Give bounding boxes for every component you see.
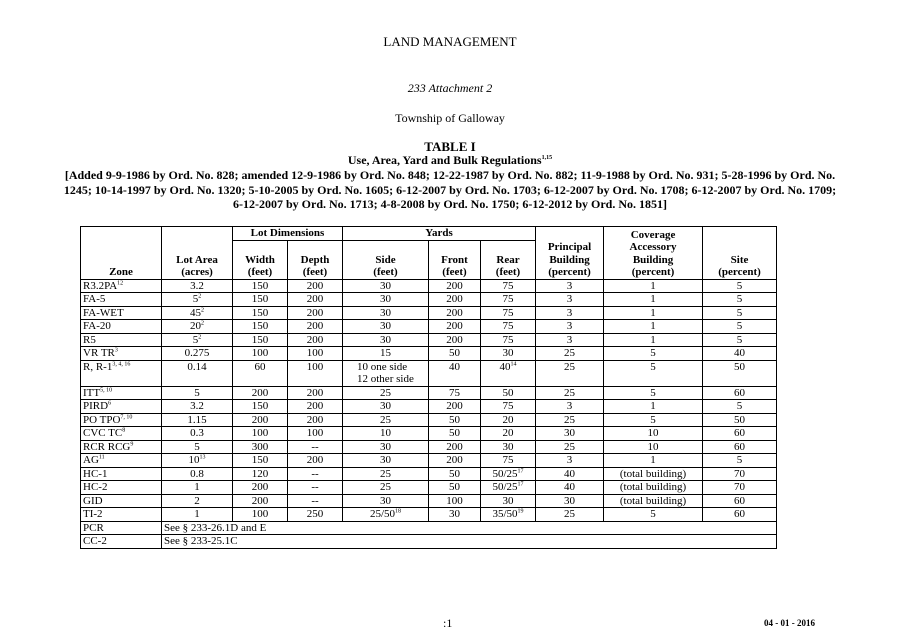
cell-rear: $40^{14}$ xyxy=(481,360,536,386)
cell-front: 50 xyxy=(429,347,481,361)
cell-site: 50 xyxy=(703,413,777,427)
cell-front: 200 xyxy=(429,320,481,334)
cell-width: 150 xyxy=(233,320,288,334)
footnote-ref: 2 xyxy=(198,333,202,340)
cell-depth: 200 xyxy=(288,320,343,334)
col-width: Width (feet) xyxy=(233,240,288,279)
cell-lot: 3.2 xyxy=(162,279,233,293)
cell-rear: 75 xyxy=(481,320,536,334)
cell-accessory: 1 xyxy=(604,293,703,307)
cell-site: 60 xyxy=(703,427,777,441)
footnote-ref: 6 xyxy=(108,400,112,407)
regulations-table xyxy=(80,226,777,549)
cell-lot: 1.15 xyxy=(162,413,233,427)
cell-site: 70 xyxy=(703,467,777,481)
cell-depth: 200 xyxy=(288,386,343,400)
cell-lot: $5^2$ xyxy=(162,333,233,347)
cell-zone: AG$^{11}$ xyxy=(81,454,162,468)
cell-rear: $50/25^{17}$ xyxy=(481,467,536,481)
cell-front: 50 xyxy=(429,481,481,495)
cell-principal: 3 xyxy=(536,279,604,293)
cell-width: 100 xyxy=(233,427,288,441)
cell-rear: 30 xyxy=(481,347,536,361)
cell-accessory: 1 xyxy=(604,400,703,414)
cell-zone: R, R-1$^{3, 4, 16}$ xyxy=(81,360,162,386)
cell-principal: 3 xyxy=(536,293,604,307)
cell-site: 5 xyxy=(703,400,777,414)
page-number: :1 xyxy=(443,616,453,630)
cell-zone: R3.2PA$^{12}$ xyxy=(81,279,162,293)
col-site: Site (percent) xyxy=(703,227,777,280)
footnote-ref: 8 xyxy=(122,427,126,434)
cell-principal: 25 xyxy=(536,508,604,522)
footnote-ref: 9 xyxy=(130,440,134,447)
cell-lot: 0.8 xyxy=(162,467,233,481)
cell-width: 200 xyxy=(233,413,288,427)
cell-depth: 200 xyxy=(288,279,343,293)
table-row xyxy=(81,427,777,441)
cell-accessory: 1 xyxy=(604,333,703,347)
cell-zone: ITT$^{5, 10}$ xyxy=(81,386,162,400)
cell-lot: 3.2 xyxy=(162,400,233,414)
cell-side: 30 xyxy=(343,333,429,347)
cell-width: 200 xyxy=(233,386,288,400)
cell-side: 30 xyxy=(343,306,429,320)
table-body xyxy=(81,279,777,548)
footnote-ref: 3, 4, 16 xyxy=(112,360,131,367)
table-row xyxy=(81,347,777,361)
cell-front: 50 xyxy=(429,467,481,481)
attachment-label: 233 Attachment 2 xyxy=(407,81,493,95)
cell-front: 200 xyxy=(429,440,481,454)
cell-zone: R5 xyxy=(81,333,162,347)
table-row xyxy=(81,521,777,535)
footnote-ref: 17 xyxy=(517,467,524,474)
cell-accessory: (total building) xyxy=(604,467,703,481)
cell-width: 200 xyxy=(233,481,288,495)
table-row xyxy=(81,508,777,522)
cell-front: 50 xyxy=(429,427,481,441)
cell-lot: $45^2$ xyxy=(162,306,233,320)
cell-side: 25 xyxy=(343,413,429,427)
cell-depth: 200 xyxy=(288,413,343,427)
document-header: LAND MANAGEMENT xyxy=(383,34,517,49)
cell-rear: 75 xyxy=(481,306,536,320)
cell-accessory: 1 xyxy=(604,454,703,468)
cell-side: 30 xyxy=(343,320,429,334)
cell-side: 30 xyxy=(343,440,429,454)
cell-principal: 30 xyxy=(536,494,604,508)
cell-zone: PIRD$^6$ xyxy=(81,400,162,414)
cell-lot: 1 xyxy=(162,508,233,522)
footnote-ref: 5, 10 xyxy=(100,386,113,393)
table-subtitle-text: Use, Area, Yard and Bulk Regulations xyxy=(347,153,542,167)
cell-front: 200 xyxy=(429,293,481,307)
cell-width: 150 xyxy=(233,454,288,468)
cell-site: 60 xyxy=(703,494,777,508)
cell-side: 30 xyxy=(343,293,429,307)
cell-depth: 100 xyxy=(288,427,343,441)
cell-width: 150 xyxy=(233,306,288,320)
cell-site: 60 xyxy=(703,508,777,522)
cell-depth: 200 xyxy=(288,400,343,414)
table-title: TABLE I xyxy=(424,139,476,154)
cell-accessory: 1 xyxy=(604,279,703,293)
cell-accessory: 5 xyxy=(604,413,703,427)
cell-side: 15 xyxy=(343,347,429,361)
cell-width: 100 xyxy=(233,347,288,361)
cell-site: 5 xyxy=(703,293,777,307)
cell-rear: 75 xyxy=(481,333,536,347)
cell-depth: 200 xyxy=(288,454,343,468)
cell-accessory: (total building) xyxy=(604,481,703,495)
cell-site: 5 xyxy=(703,306,777,320)
cell-depth: 200 xyxy=(288,333,343,347)
cell-principal: 3 xyxy=(536,333,604,347)
table-row xyxy=(81,440,777,454)
col-principal-building: Principal Building (percent) xyxy=(536,227,604,280)
cell-depth: -- xyxy=(288,440,343,454)
footnote-ref: 11 xyxy=(98,454,105,461)
cell-site: 5 xyxy=(703,333,777,347)
cell-front: 75 xyxy=(429,386,481,400)
footnote-ref: 19 xyxy=(517,508,524,515)
cell-side: $25/50^{18}$ xyxy=(343,508,429,522)
cell-zone: PCR xyxy=(81,521,162,535)
cell-accessory: 5 xyxy=(604,508,703,522)
cell-lot: 1 xyxy=(162,481,233,495)
cell-reference: See § 233-25.1C xyxy=(162,535,777,549)
cell-width: 150 xyxy=(233,279,288,293)
footnote-ref: 3 xyxy=(114,347,118,354)
cell-site: 40 xyxy=(703,347,777,361)
table-row xyxy=(81,400,777,414)
cell-width: 100 xyxy=(233,508,288,522)
cell-depth: -- xyxy=(288,494,343,508)
cell-site: 50 xyxy=(703,360,777,386)
cell-principal: 3 xyxy=(536,400,604,414)
cell-zone: FA-20 xyxy=(81,320,162,334)
cell-site: 60 xyxy=(703,386,777,400)
footnote-ref: 2 xyxy=(201,320,204,327)
cell-depth: 200 xyxy=(288,293,343,307)
cell-front: 200 xyxy=(429,333,481,347)
cell-rear: 20 xyxy=(481,413,536,427)
table-row xyxy=(81,293,777,307)
cell-principal: 3 xyxy=(536,306,604,320)
col-front: Front (feet) xyxy=(429,240,481,279)
cell-zone: FA-WET xyxy=(81,306,162,320)
col-side: Side (feet) xyxy=(343,240,429,279)
cell-lot: $20^2$ xyxy=(162,320,233,334)
table-row xyxy=(81,467,777,481)
cell-rear: 20 xyxy=(481,427,536,441)
footnote-ref: 7, 10 xyxy=(120,413,133,420)
footnote-ref: 2 xyxy=(201,306,204,313)
table-row xyxy=(81,413,777,427)
footnote-ref: 14 xyxy=(510,360,517,367)
cell-rear: $50/25^{17}$ xyxy=(481,481,536,495)
cell-reference: See § 233-26.1D and E xyxy=(162,521,777,535)
table-row xyxy=(81,279,777,293)
cell-principal: 3 xyxy=(536,320,604,334)
cell-principal: 25 xyxy=(536,360,604,386)
cell-principal: 40 xyxy=(536,481,604,495)
cell-rear: 30 xyxy=(481,440,536,454)
cell-side: 25 xyxy=(343,467,429,481)
cell-width: 60 xyxy=(233,360,288,386)
cell-zone: CVC $TC^8$ xyxy=(81,427,162,441)
cell-lot: 0.14 xyxy=(162,360,233,386)
cell-width: 150 xyxy=(233,400,288,414)
cell-accessory: 10 xyxy=(604,440,703,454)
cell-lot: 2 xyxy=(162,494,233,508)
cell-front: 30 xyxy=(429,508,481,522)
cell-accessory: 5 xyxy=(604,360,703,386)
footnote-ref: 17 xyxy=(517,481,524,488)
col-zone: Zone xyxy=(81,227,162,280)
footnote-ref: 2 xyxy=(198,293,202,300)
cell-site: 60 xyxy=(703,440,777,454)
cell-lot: 0.3 xyxy=(162,427,233,441)
cell-accessory: 1 xyxy=(604,306,703,320)
cell-principal: 25 xyxy=(536,413,604,427)
cell-width: 150 xyxy=(233,293,288,307)
cell-zone: VR $TR^3$ xyxy=(81,347,162,361)
cell-principal: 30 xyxy=(536,427,604,441)
col-accessory-building: Coverage Accessory Building (percent) xyxy=(604,227,703,280)
cell-accessory: 5 xyxy=(604,386,703,400)
cell-width: 300 xyxy=(233,440,288,454)
cell-zone: FA-5 xyxy=(81,293,162,307)
cell-zone: CC-2 xyxy=(81,535,162,549)
table-row xyxy=(81,494,777,508)
cell-principal: 40 xyxy=(536,467,604,481)
cell-site: 5 xyxy=(703,454,777,468)
table-row xyxy=(81,535,777,549)
township-name: Township of Galloway xyxy=(395,111,505,125)
cell-front: 200 xyxy=(429,306,481,320)
cell-lot: $5^2$ xyxy=(162,293,233,307)
cell-rear: 30 xyxy=(481,494,536,508)
cell-side: 30 xyxy=(343,454,429,468)
cell-front: 40 xyxy=(429,360,481,386)
cell-zone: PO TPO$^{7, 10}$ xyxy=(81,413,162,427)
cell-depth: -- xyxy=(288,481,343,495)
cell-side: 30 xyxy=(343,494,429,508)
cell-principal: 25 xyxy=(536,386,604,400)
cell-rear: 75 xyxy=(481,293,536,307)
cell-zone: TI-2 xyxy=(81,508,162,522)
cell-front: 200 xyxy=(429,279,481,293)
col-lot-area: Lot Area (acres) xyxy=(162,227,233,280)
cell-side: 25 xyxy=(343,386,429,400)
cell-zone: HC-1 xyxy=(81,467,162,481)
footnote-ref: 18 xyxy=(395,508,402,515)
cell-depth: 200 xyxy=(288,306,343,320)
cell-lot: 0.275 xyxy=(162,347,233,361)
table-row xyxy=(81,360,777,386)
col-depth: Depth (feet) xyxy=(288,240,343,279)
cell-zone: HC-2 xyxy=(81,481,162,495)
cell-front: 100 xyxy=(429,494,481,508)
cell-principal: 25 xyxy=(536,347,604,361)
cell-width: 120 xyxy=(233,467,288,481)
table-subtitle xyxy=(0,153,900,168)
cell-front: 200 xyxy=(429,454,481,468)
footnote-ref: 12 xyxy=(117,279,124,286)
cell-zone: RCR RCG$^9$ xyxy=(81,440,162,454)
cell-lot: 5 xyxy=(162,440,233,454)
footnote-ref: 13 xyxy=(199,454,206,461)
cell-rear: 50 xyxy=(481,386,536,400)
cell-side: 25 xyxy=(343,481,429,495)
revision-date: 04 - 01 - 2016 xyxy=(764,618,815,628)
cell-accessory: 10 xyxy=(604,427,703,441)
cell-side: 30 xyxy=(343,279,429,293)
cell-depth: 100 xyxy=(288,360,343,386)
cell-rear: 75 xyxy=(481,279,536,293)
cell-depth: 100 xyxy=(288,347,343,361)
cell-front: 200 xyxy=(429,400,481,414)
cell-principal: 3 xyxy=(536,454,604,468)
cell-lot: $10^{13}$ xyxy=(162,454,233,468)
cell-width: 200 xyxy=(233,494,288,508)
cell-rear: 75 xyxy=(481,454,536,468)
cell-principal: 25 xyxy=(536,440,604,454)
table-row xyxy=(81,481,777,495)
cell-accessory: 1 xyxy=(604,320,703,334)
cell-depth: -- xyxy=(288,467,343,481)
cell-site: 70 xyxy=(703,481,777,495)
table-row xyxy=(81,320,777,334)
cell-rear: $35/50^{19}$ xyxy=(481,508,536,522)
table-row xyxy=(81,306,777,320)
cell-zone: GID xyxy=(81,494,162,508)
cell-front: 50 xyxy=(429,413,481,427)
table-row xyxy=(81,333,777,347)
cell-site: 5 xyxy=(703,279,777,293)
group-lot-dimensions: Lot Dimensions xyxy=(233,227,343,241)
table-row xyxy=(81,454,777,468)
cell-depth: 250 xyxy=(288,508,343,522)
table-row xyxy=(81,386,777,400)
cell-width: 150 xyxy=(233,333,288,347)
cell-accessory: 5 xyxy=(604,347,703,361)
cell-side: 10 xyxy=(343,427,429,441)
cell-side: 10 one side 12 other side xyxy=(343,360,429,386)
cell-rear: 75 xyxy=(481,400,536,414)
group-yards: Yards xyxy=(343,227,536,241)
cell-side: 30 xyxy=(343,400,429,414)
cell-lot: 5 xyxy=(162,386,233,400)
table-subtitle-footnote: 1,15 xyxy=(541,155,553,161)
amendment-history: [Added 9-9-1986 by Ord. No. 828; amended 12-9-1986 by Ord. No. 848; 12-22-1987 by Ord. No. 882; 11-9-1988 by Ord. No. 931; 5-28-1996 by Ord. No. 1245; 10-14-1997 by Ord. No. 1320; 5-10-2005 by Ord. No. 1605; 6-12-2007 by Ord. No. 1703; 6-12-2007 by Ord. No. 1708; 6-12-2007 by Ord. No. 1709; 6-12-2007 by Ord. No. 1713; 4-8-2008 by Ord. No. 1750; 6-12-2012 by Ord. No. 1851] xyxy=(63,168,837,211)
col-rear: Rear (feet) xyxy=(481,240,536,279)
cell-site: 5 xyxy=(703,320,777,334)
cell-accessory: (total building) xyxy=(604,494,703,508)
